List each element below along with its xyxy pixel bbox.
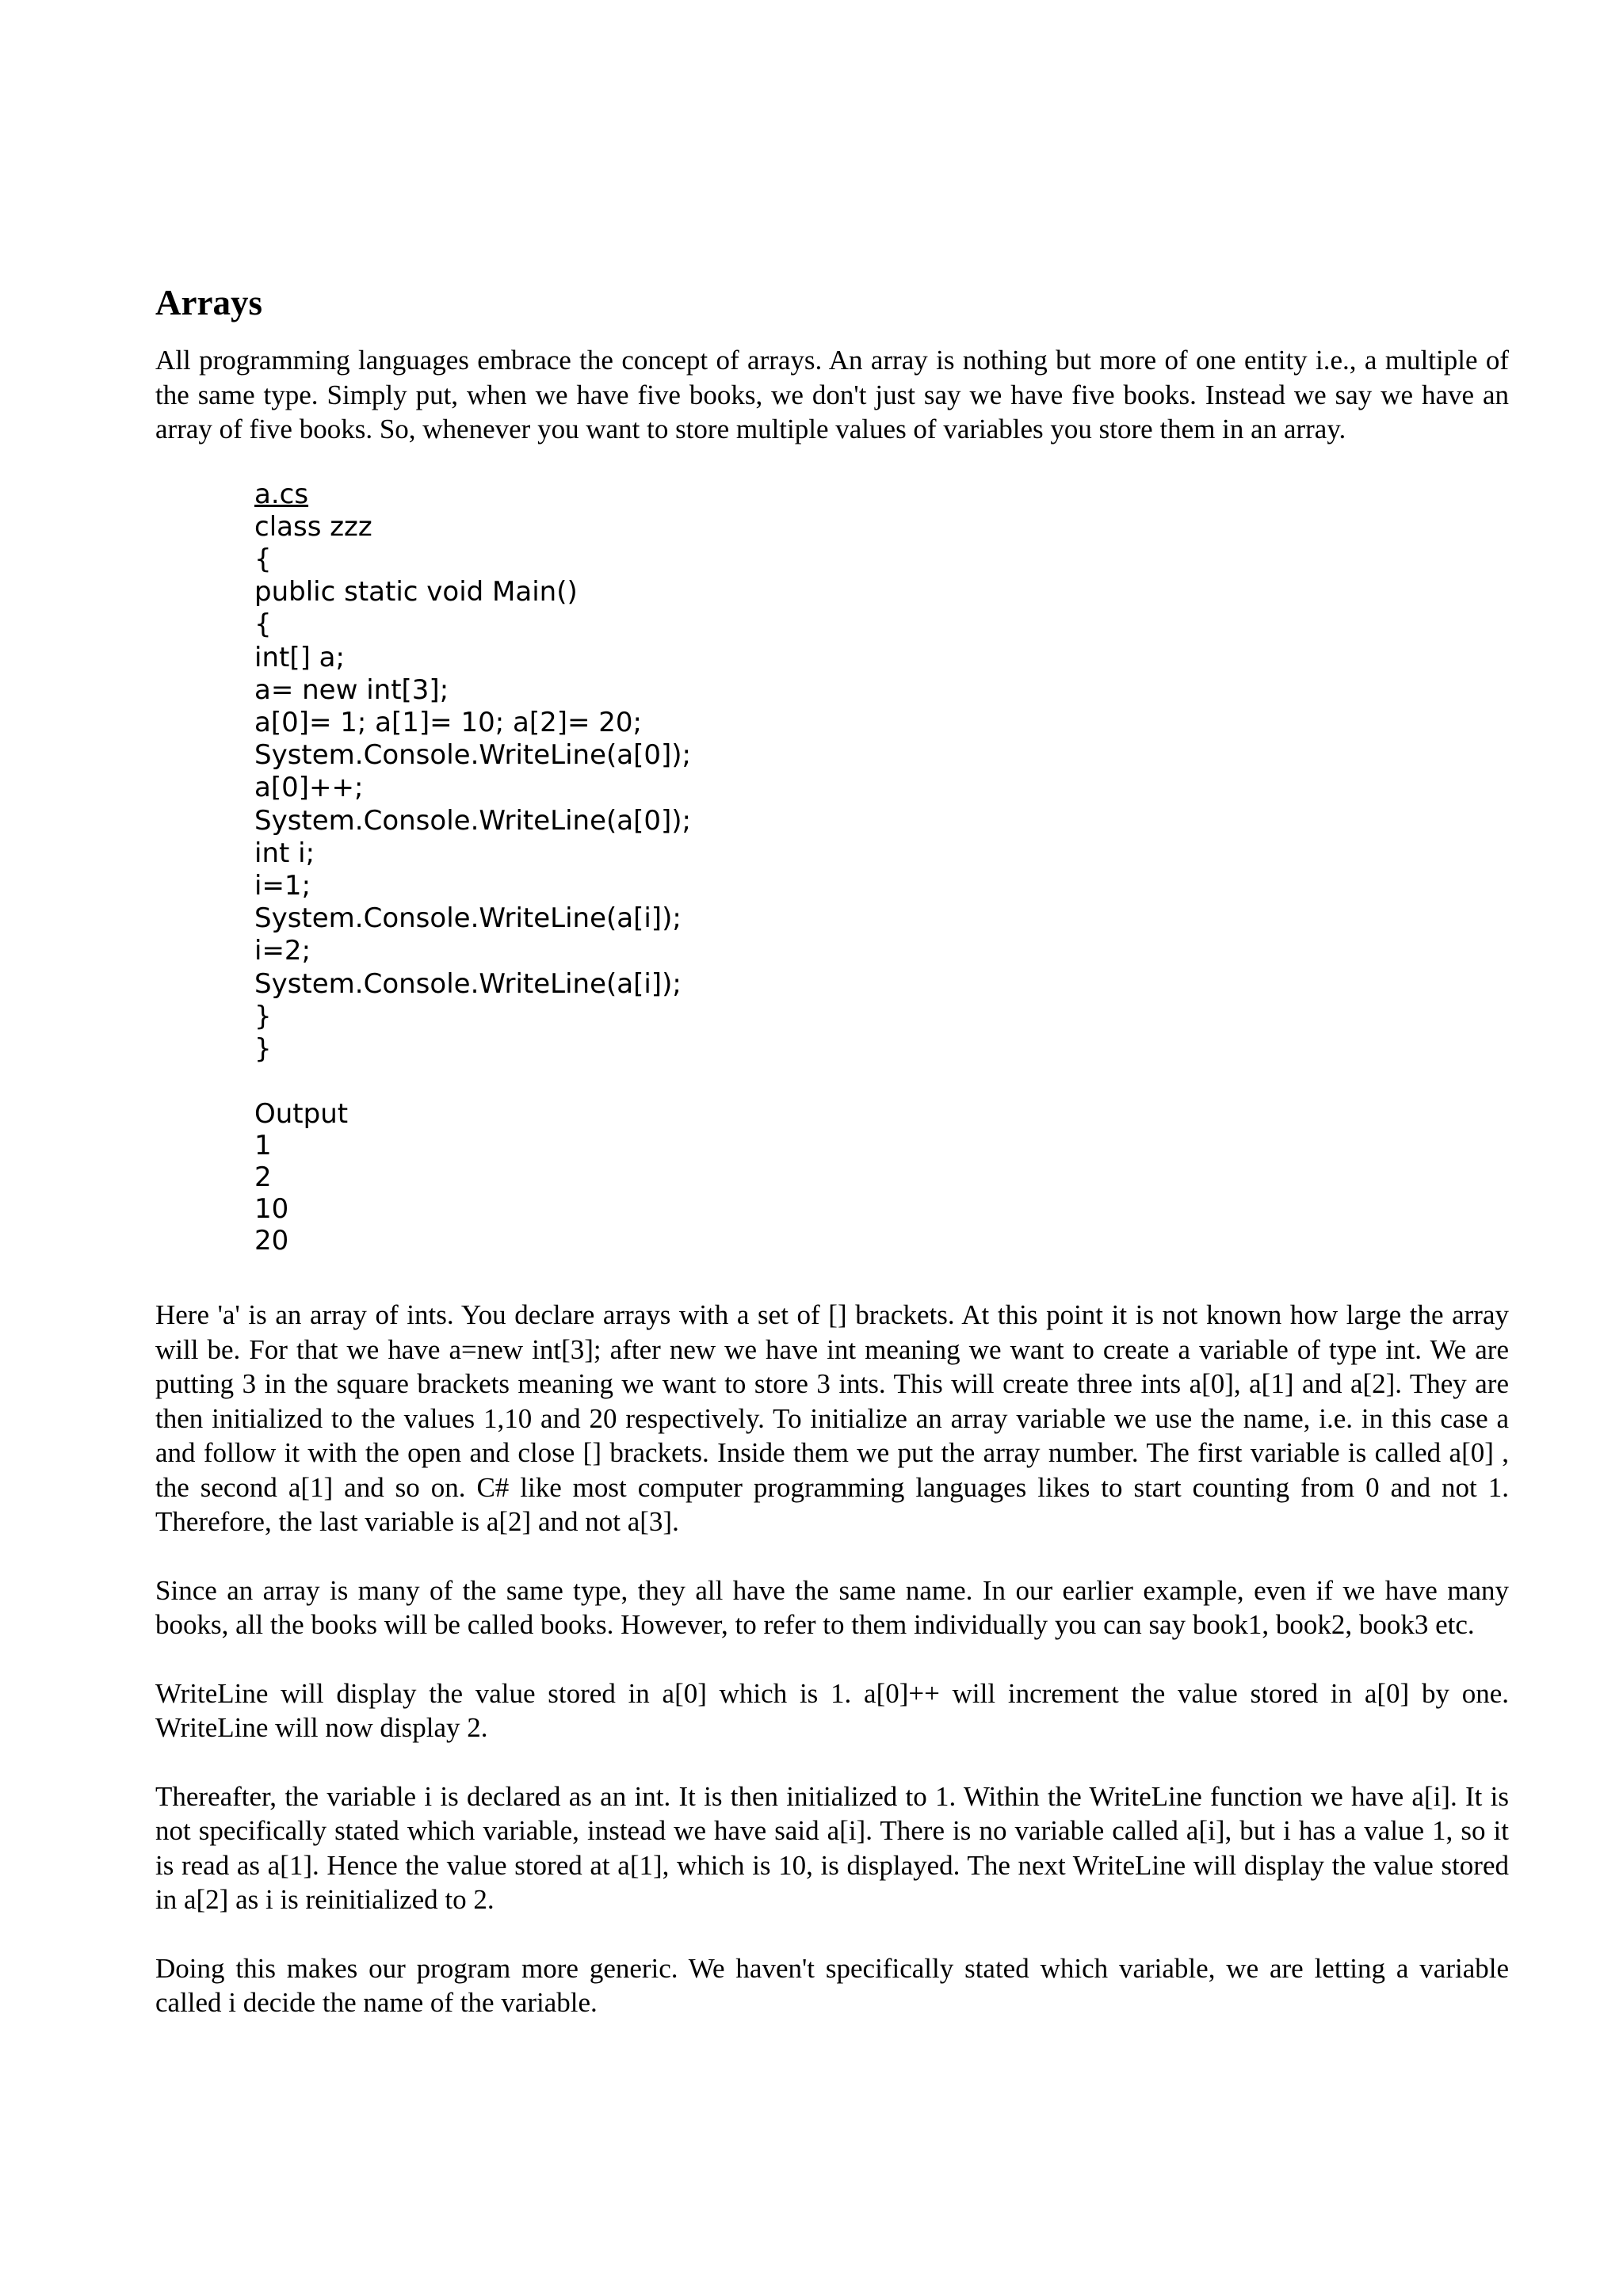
- intro-paragraph: All programming languages embrace the concept of arrays. An array is nothing but more of one entity i.e., a multiple of the same type. Simply put, when we have five books, we don't just say we have five books. Instead we say we have an array of five books. So, whenever you want to store multiple values of variables you store them in an array.: [155, 345, 1509, 444]
- code-line: i=1;: [254, 869, 311, 902]
- code-line: System.Console.WriteLine(a[i]);: [254, 967, 682, 1000]
- code-line: }: [254, 1000, 272, 1032]
- output-value: 2: [254, 1161, 272, 1194]
- code-line: int i;: [254, 837, 315, 869]
- code-line: a[0]= 1; a[1]= 10; a[2]= 20;: [254, 706, 643, 738]
- code-line: {: [254, 543, 272, 575]
- output-label: Output: [254, 1098, 349, 1131]
- code-line: a= new int[3];: [254, 673, 449, 706]
- explanation-paragraph: Since an array is many of the same type, they all have the same name. In our earlier example, even if we have many books, all the books will be called books. However, to refer to them individually you can say book1, book2, book3 etc.: [155, 1574, 1509, 1641]
- explanation-paragraph: Doing this makes our program more generic. We haven't specifically stated which variable, we are letting a variable called i decide the name of the variable.: [155, 1952, 1509, 2019]
- code-line: int[] a;: [254, 641, 345, 673]
- code-listing: [254, 479, 1509, 1066]
- code-line: System.Console.WriteLine(a[i]);: [254, 902, 682, 935]
- code-line: {: [254, 608, 272, 641]
- code-line: public static void Main(): [254, 576, 578, 608]
- code-filename: a.cs: [254, 478, 309, 510]
- code-line: System.Console.WriteLine(a[0]);: [254, 739, 691, 772]
- explanation-paragraph: WriteLine will display the value stored in a[0] which is 1. a[0]++ will increment the value stored in a[0] by one. WriteLine will now display 2.: [155, 1677, 1509, 1744]
- code-line: a[0]++;: [254, 772, 364, 804]
- explanation-paragraph: Thereafter, the variable i is declared as an int. It is then initialized to 1. Within the WriteLine function we have a[i]. It is not specifically stated which variable, instead we have said a[i]. There is no variable called a[i], but i has a value 1, so it is read as a[1]. Hence the value stored at a[1], which is 10, is displayed. The next WriteLine will display the value stored in a[2] as i is reinitialized to 2.: [155, 1780, 1509, 1916]
- code-line: }: [254, 1032, 272, 1065]
- output-value: 1: [254, 1130, 272, 1162]
- explanation-paragraph: Here 'a' is an array of ints. You declare arrays with a set of [] brackets. At this point it is not known how large the array will be. For that we have a=new int[3]; after new we have int meaning we want to create a variable of type int. We are putting 3 in the square brackets meaning we want to store 3 ints. This will create three ints a[0], a[1] and a[2]. They are then initialized to the values 1,10 and 20 respectively. To initialize an array variable we use the name, i.e. in this case a and follow it with the open and close [] brackets. Inside them we put the array number. The first variable is called a[0] , the second a[1] and so on. C# like most computer programming languages likes to start counting from 0 and not 1. Therefore, the last variable is a[2] and not a[3].: [155, 1299, 1509, 1538]
- output-value: 20: [254, 1225, 289, 1257]
- code-line: class zzz: [254, 510, 372, 543]
- page-title: Arrays: [155, 283, 262, 322]
- output-value: 10: [254, 1193, 289, 1226]
- code-line: System.Console.WriteLine(a[0]);: [254, 804, 691, 837]
- document-page: [155, 281, 1509, 2020]
- program-output: [254, 1098, 1509, 1257]
- code-line: i=2;: [254, 935, 311, 967]
